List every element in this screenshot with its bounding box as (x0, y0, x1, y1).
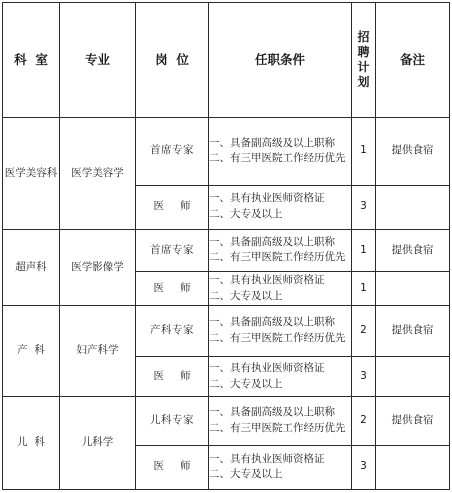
requirements-cell (209, 185, 352, 229)
note-cell (376, 356, 450, 396)
note-cell: 提供食宿 (376, 397, 450, 446)
requirement-line: 二、有三甲医院工作经历优先 (209, 332, 346, 345)
table-row (3, 118, 450, 186)
position-cell: 儿科专家 (136, 397, 209, 446)
requirements-cell (209, 118, 352, 186)
major-cell: 儿科学 (60, 397, 136, 490)
requirements-cell (209, 445, 352, 489)
requirement-line: 二、大专及以上 (209, 377, 283, 390)
requirement-line: 二、大专及以上 (209, 208, 283, 221)
note-cell (376, 185, 450, 229)
plan-count-cell: 3 (352, 185, 376, 229)
position-cell: 医师 (136, 272, 209, 306)
header-major: 专业 (60, 3, 136, 118)
table-row (3, 306, 450, 357)
header-requirements: 任职条件 (209, 3, 352, 118)
note-cell (376, 445, 450, 489)
requirement-line: 一、具备副高级及以上职称 (209, 235, 335, 248)
major-cell: 医学美容学 (60, 118, 136, 230)
requirement-line: 二、大专及以上 (209, 468, 283, 481)
requirements-cell (209, 306, 352, 357)
plan-count-cell: 3 (352, 356, 376, 396)
plan-count-cell: 1 (352, 272, 376, 306)
requirement-line: 二、有三甲医院工作经历优先 (209, 421, 346, 434)
position-cell: 首席专家 (136, 229, 209, 271)
requirement-line: 二、大专及以上 (209, 289, 283, 302)
note-cell: 提供食宿 (376, 229, 450, 271)
dept-cell: 医学美容科 (3, 118, 60, 230)
major-cell: 妇产科学 (60, 306, 136, 397)
plan-count-cell: 2 (352, 306, 376, 357)
requirement-line: 二、有三甲医院工作经历优先 (209, 251, 346, 264)
header-plan: 招聘计划 (352, 3, 376, 118)
table-body (3, 3, 450, 490)
note-cell: 提供食宿 (376, 306, 450, 357)
requirement-line: 一、具备副高级及以上职称 (209, 406, 335, 419)
dept-cell: 超声科 (3, 229, 60, 305)
major-cell: 医学影像学 (60, 229, 136, 305)
header-dept: 科 室 (3, 3, 60, 118)
requirements-cell (209, 229, 352, 271)
plan-count-cell: 3 (352, 445, 376, 489)
dept-cell: 产 科 (3, 306, 60, 397)
requirement-line: 一、具有执业医师资格证 (209, 361, 325, 374)
note-cell (376, 272, 450, 306)
requirement-line: 一、具有执业医师资格证 (209, 273, 325, 286)
position-cell: 首席专家 (136, 118, 209, 186)
header-note: 备注 (376, 3, 450, 118)
header-row (3, 3, 450, 118)
requirement-line: 一、具有执业医师资格证 (209, 452, 325, 465)
header-position: 岗 位 (136, 3, 209, 118)
dept-cell: 儿 科 (3, 397, 60, 490)
requirements-cell (209, 397, 352, 446)
position-cell: 医师 (136, 445, 209, 489)
requirement-line: 二、有三甲医院工作经历优先 (209, 152, 346, 165)
requirements-cell (209, 356, 352, 396)
plan-count-cell: 1 (352, 118, 376, 186)
requirement-line: 一、具备副高级及以上职称 (209, 136, 335, 149)
table-row (3, 229, 450, 271)
recruitment-table (2, 2, 450, 490)
position-cell: 医师 (136, 356, 209, 396)
position-cell: 产科专家 (136, 306, 209, 357)
note-cell: 提供食宿 (376, 118, 450, 186)
position-cell: 医师 (136, 185, 209, 229)
requirements-cell (209, 272, 352, 306)
plan-count-cell: 1 (352, 229, 376, 271)
requirement-line: 一、具有执业医师资格证 (209, 192, 325, 205)
plan-count-cell: 2 (352, 397, 376, 446)
table-row (3, 397, 450, 446)
requirement-line: 一、具备副高级及以上职称 (209, 316, 335, 329)
